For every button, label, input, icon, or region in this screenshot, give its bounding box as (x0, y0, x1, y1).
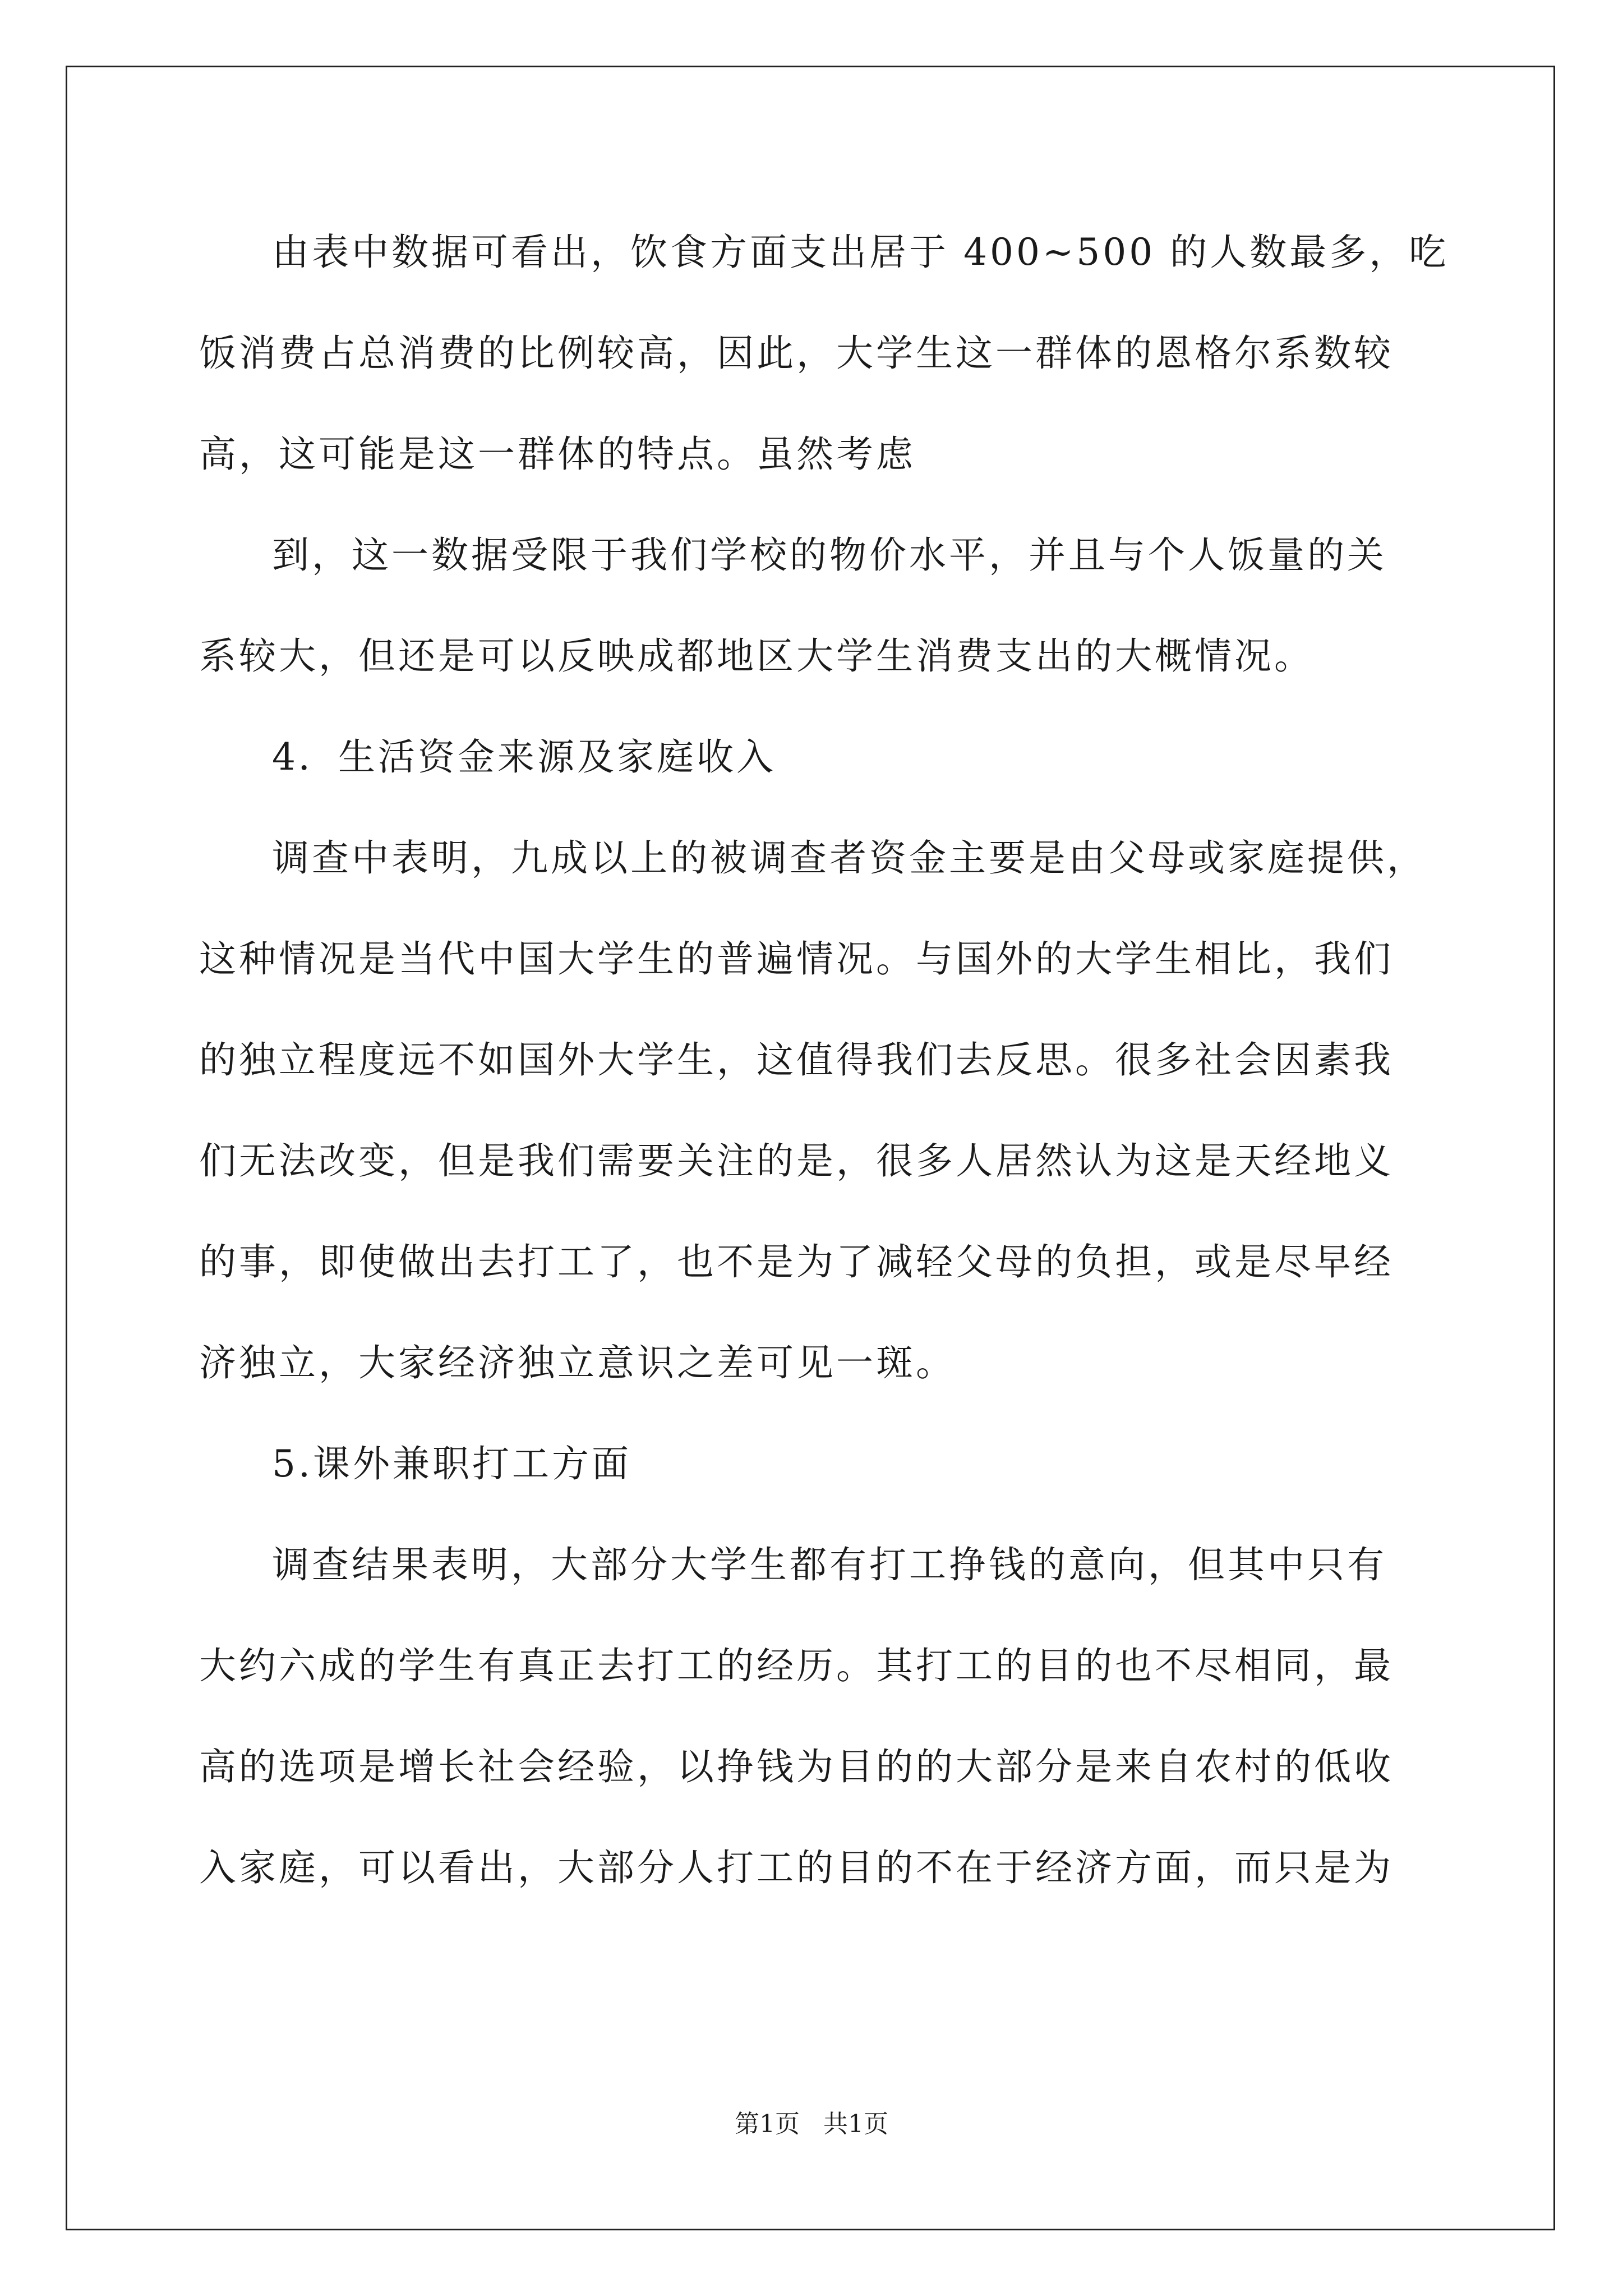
text-line: 系较大，但还是可以反映成都地区大学生消费支出的大概情况。 (199, 634, 1314, 678)
page-footer: 第1页 共1页 (735, 2110, 888, 2138)
text-line: 们无法改变，但是我们需要关注的是，很多人居然认为这是天经地义 (199, 1139, 1394, 1182)
text-line: 大约六成的学生有真正去打工的经历。其打工的目的也不尽相同，最 (199, 1644, 1394, 1687)
text-line: 济独立，大家经济独立意识之差可见一斑。 (199, 1341, 956, 1384)
text-line: 到，这一数据受限于我们学校的物价水平，并且与个人饭量的关 (272, 533, 1387, 577)
document-body (199, 202, 1449, 1918)
text-line: 调查结果表明，大部分大学生都有打工挣钱的意向，但其中只有 (272, 1543, 1387, 1586)
text-line: 的独立程度远不如国外大学生，这值得我们去反思。很多社会因素我 (199, 1038, 1394, 1082)
text-line: 高，这可能是这一群体的特点。虽然考虑 (199, 432, 916, 476)
text-line: 由表中数据可看出，饮食方面支出居于 400~500 的人数最多，吃 (272, 231, 1449, 274)
section-heading: 5.课外兼职打工方面 (272, 1442, 631, 1485)
text-line: 这种情况是当代中国大学生的普遍情况。与国外的大学生相比，我们 (199, 937, 1394, 981)
text-line: 调查中表明，九成以上的被调查者资金主要是由父母或家庭提供， (272, 836, 1427, 880)
text-line: 饭消费占总消费的比例较高，因此，大学生这一群体的恩格尔系数较 (199, 332, 1394, 375)
section-heading: 4．生活资金来源及家庭收入 (272, 735, 776, 779)
text-line: 入家庭，可以看出，大部分人打工的目的不在于经济方面，而只是为 (199, 1846, 1394, 1889)
text-line: 的事，即使做出去打工了，也不是为了减轻父母的负担，或是尽早经 (199, 1240, 1394, 1283)
text-line: 高的选项是增长社会经验，以挣钱为目的的大部分是来自农村的低收 (199, 1745, 1394, 1788)
